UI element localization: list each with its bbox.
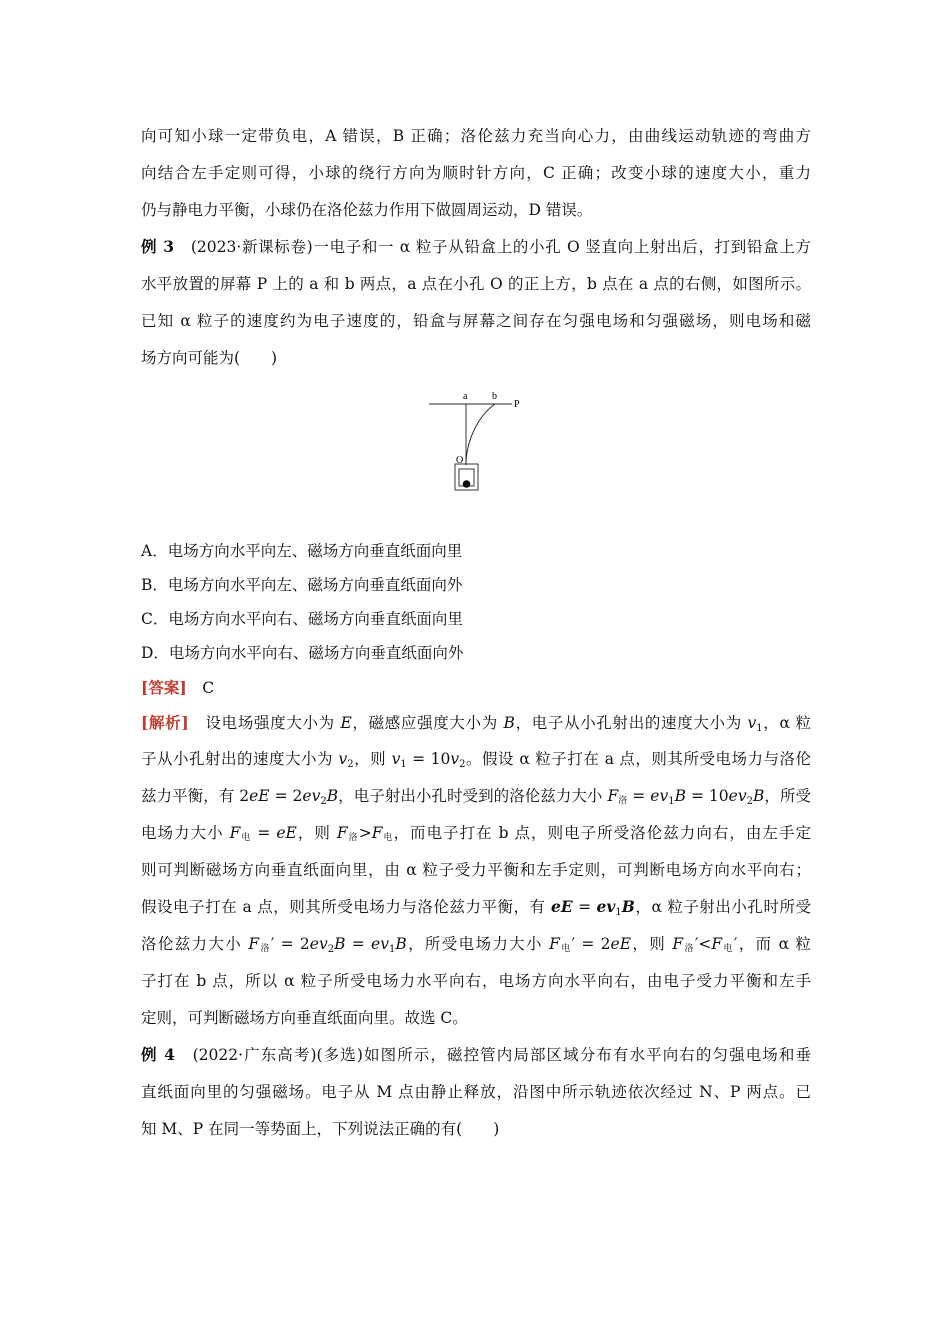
example3-line-3: 已知 α 粒子的速度约为电子速度的，铅盒与屏幕之间存在匀强电场和匀强磁场，则电场和磁: [141, 312, 811, 330]
example3-line-2: 水平放置的屏幕 P 上的 a 和 b 两点，a 点在小孔 O 的正上方，b 点在 a 点的右侧，如图所示。: [141, 275, 811, 293]
example3-line-4: 场方向可能为( ): [141, 349, 278, 367]
example4-line-2: 直纸面向里的匀强磁场。电子从 M 点由静止释放，沿图中所示轨迹依次经过 N、P 两点。已: [141, 1083, 811, 1101]
label-p: P: [514, 399, 520, 410]
intro-line-3: 仍与静电力平衡，小球仍在洛伦兹力作用下做圆周运动，D 错误。: [141, 201, 593, 219]
analysis-line-3: 兹力平衡，有 $2eE = 2ev_2B$，电子射出小孔时受到的洛伦兹力大小 F洛 = $ev_1B = 10ev_2B$，所受: [141, 787, 811, 807]
analysis-line-7: 洛伦兹力大小 F洛′ = $2ev_2B = ev_1B$，所受电场力大小 F电′ = 2eE，则 F洛′<F电′，而 α 粒: [141, 935, 811, 955]
analysis-line-4: 电场力大小 F电 = eE，则 F洛>F电，而电子打在 b 点，则电子所受洛伦兹力向右，由左手定: [141, 824, 811, 843]
example3-line-1: [141, 236, 811, 258]
label-b: b: [492, 391, 497, 402]
particle-source: [463, 480, 471, 488]
example4-text-1: (2022·广东高考)(多选)如图所示，磁控管内局部区域分布有水平向右的匀强电场和垂: [192, 1046, 811, 1064]
analysis-line-9: 定则，可判断磁场方向垂直纸面向里。故选 C。: [141, 1009, 468, 1027]
example3-tag: 例 3: [141, 237, 175, 256]
intro-line-1: 向可知小球一定带负电，A 错误，B 正确；洛伦兹力充当向心力，由曲线运动轨迹的弯曲方: [141, 127, 811, 145]
option-a: A．电场方向水平向左、磁场方向垂直纸面向里: [141, 542, 463, 560]
answer-value: C: [202, 679, 215, 697]
analysis-line-8: 子打在 b 点，所以 α 粒子所受电场力水平向右，电场方向水平向右，由电子受力平衡和左手: [141, 972, 811, 990]
label-o: O: [456, 455, 464, 466]
answer-tag: [答案]: [141, 678, 187, 697]
example4-tag: 例 4: [141, 1045, 175, 1064]
analysis-line-2: 子从小孔射出的速度大小为 $v_2$，则 $v_1 = 10v_2$。假设 α 粒子打在 a 点，则其所受电场力与洛伦: [141, 750, 811, 770]
answer-line: [141, 677, 811, 699]
analysis-line-1: [解析] 设电场强度大小为 E，磁感应强度大小为 B，电子从小孔射出的速度大小为 $v_1$，α 粒: [141, 713, 811, 734]
intro-line-2: 向结合左手定则可得，小球的绕行方向为顺时针方向，C 正确；改变小球的速度大小，重力: [141, 164, 811, 182]
option-d: D．电场方向水平向右、磁场方向垂直纸面向外: [141, 644, 464, 662]
trajectory-b: [466, 404, 495, 465]
example4-line-1: [141, 1044, 811, 1066]
lead-box-diagram: [426, 386, 526, 496]
analysis-tag: [解析]: [141, 713, 189, 732]
analysis-line-5: 则可判断磁场方向垂直纸面向里，由 α 粒子受力平衡和左手定则，可判断电场方向水平向右；: [141, 861, 811, 879]
analysis-line-6: 假设电子打在 a 点，则其所受电场力与洛伦兹力平衡，有 eE = $ev_1B$，α 粒子射出小孔时所受: [141, 897, 811, 918]
option-c: C．电场方向水平向右、磁场方向垂直纸面向里: [141, 610, 463, 628]
example4-line-3: 知 M、P 在同一等势面上，下列说法正确的有( ): [141, 1120, 500, 1138]
example3-text-1: (2023·新课标卷)一电子和一 α 粒子从铅盒上的小孔 O 竖直向上射出后，打到铅盒上方: [190, 238, 811, 256]
label-a: a: [463, 391, 468, 402]
option-b: B．电场方向水平向左、磁场方向垂直纸面向外: [141, 576, 463, 594]
